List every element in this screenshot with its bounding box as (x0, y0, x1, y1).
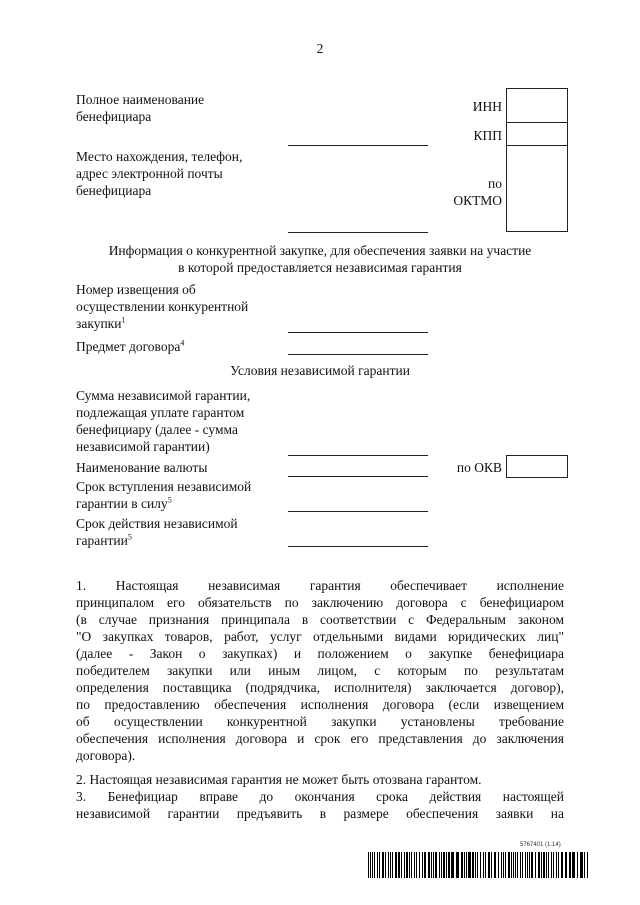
footnote-ref: 4 (180, 338, 185, 348)
barcode-bar (551, 852, 552, 878)
barcode-bar (577, 852, 578, 878)
barcode-bar (515, 852, 516, 878)
barcode-bar (443, 852, 445, 878)
barcode-bar (372, 852, 373, 878)
barcode-bar (435, 852, 437, 878)
footnote-ref: 1 (121, 315, 126, 325)
barcode-bar (480, 852, 481, 878)
barcode-bar (461, 852, 463, 878)
full-name-field[interactable] (288, 145, 428, 146)
barcode-bar (538, 852, 540, 878)
barcode-bar (558, 852, 559, 878)
barcode-bar (416, 852, 417, 878)
barcode-bar (398, 852, 400, 878)
barcode-bar (428, 852, 430, 878)
currency-field[interactable] (288, 476, 428, 477)
barcode-bar (385, 852, 386, 878)
barcode-bar (553, 852, 554, 878)
barcode-caption: 5767401 (1.14) (520, 842, 561, 848)
barcode-bar (370, 852, 371, 878)
barcode-bar (505, 852, 506, 878)
barcode-bar (541, 852, 542, 878)
clause-2: 2. Настоящая независимая гарантия не может быть отозвана гарантом. (76, 772, 482, 787)
barcode-bar (472, 852, 474, 878)
okv-label: по ОКВ (456, 460, 502, 475)
oktmo-box[interactable] (506, 145, 568, 232)
amount-field[interactable] (288, 455, 428, 456)
barcode-bar (404, 852, 405, 878)
effective-date-label: Срок вступления независимой гарантии в силу$^5$ (76, 479, 252, 511)
barcode-bar (377, 852, 378, 878)
barcode-bar (503, 852, 504, 878)
barcode-bar (419, 852, 420, 878)
barcode-bar (441, 852, 442, 878)
oktmo-label: по ОКТМО (453, 176, 502, 208)
barcode-bar (422, 852, 423, 878)
okv-box[interactable] (506, 455, 568, 478)
barcode-bar (584, 852, 585, 878)
barcode-bar (587, 852, 588, 878)
barcode-bar (485, 852, 486, 878)
barcode-bar (527, 852, 528, 878)
barcode-image (368, 852, 589, 878)
barcode-bar (477, 852, 478, 878)
clause-1: 1. Настоящая независимая гарантия обеспечивает исполнение принципалом его обязательств по заключению договора с бенефициаром (в случае признания принципала в соответствии с Федеральным законом "О закупках товаров, работ, услуг отдельными видами юридических лиц" (далее - Закон о закупках) и положением о закупке бенефициара победителем закупки или иным лицом, с которым по результатам определения поставщика (подрядчика, исполнителя) заключается договор), по предоставлению обеспечения исполнения договора (если извещением об осуществлении конкурентной закупки установлены требование обеспечения исполнения договора и срок его представления до заключения договора). (76, 578, 564, 763)
barcode-bar (411, 852, 412, 878)
procurement-heading: Информация о конкурентной закупке, для обеспечения заявки на участие в которой предоставляется независимая гарантия (108, 243, 532, 275)
barcode-bar (456, 852, 459, 878)
notice-number-label: Номер извещения об осуществлении конкурентной закупки$^1$ (76, 282, 249, 331)
barcode-bar (424, 852, 426, 878)
clause-3: 3. Бенефициар вправе до окончания срока действия настоящей независимой гарантии предъявить в размере обеспечения заявки на (76, 789, 564, 821)
kpp-label: КПП (473, 128, 502, 143)
footnote-ref: 5 (127, 532, 132, 542)
barcode-bar (464, 852, 465, 878)
footnote-ref: 5 (167, 495, 172, 505)
barcode-bar (406, 852, 408, 878)
amount-label: Сумма независимой гарантии, подлежащая уплате гарантом бенефициару (далее - сумма независимой гарантии) (76, 388, 251, 454)
kpp-box[interactable] (506, 122, 568, 146)
barcode-bar (501, 852, 502, 878)
effective-date-field[interactable] (288, 511, 428, 512)
barcode-bar (580, 852, 583, 878)
barcode-bar (431, 852, 432, 878)
barcode-bar (491, 852, 492, 878)
validity-field[interactable] (288, 546, 428, 547)
validity-label: Срок действия независимой гарантии$^5$ (76, 516, 238, 548)
barcode-bar (368, 852, 369, 878)
barcode-bar (565, 852, 567, 878)
barcode-bar (466, 852, 467, 878)
barcode-bar (548, 852, 549, 878)
barcode-bar (517, 852, 518, 878)
inn-box[interactable] (506, 88, 568, 123)
contract-subject-label: Предмет договора$^4$ (76, 338, 185, 354)
barcode-bar (531, 852, 533, 878)
barcode-bar (433, 852, 434, 878)
barcode-bar (475, 852, 476, 878)
full-name-label: Полное наименование бенефициара (76, 92, 205, 124)
barcode-bar (468, 852, 471, 878)
barcode-bar (561, 852, 563, 878)
barcode-bar (388, 852, 389, 878)
barcode-bar (448, 852, 450, 878)
barcode-bar (546, 852, 547, 878)
barcode-bar (451, 852, 454, 878)
currency-label: Наименование валюты (76, 460, 208, 475)
barcode-bar (401, 852, 402, 878)
barcode-bar (374, 852, 375, 878)
barcode-bar (498, 852, 499, 878)
barcode-bar (522, 852, 523, 878)
barcode-bar (390, 852, 391, 878)
barcode-bar (488, 852, 490, 878)
barcode-bar (569, 852, 571, 878)
barcode-bar (525, 852, 526, 878)
barcode-bar (382, 852, 384, 878)
barcode-bar (392, 852, 393, 878)
inn-label: ИНН (472, 99, 502, 114)
barcode-bar (508, 852, 510, 878)
barcode-bar (556, 852, 557, 878)
barcode-bar (483, 852, 484, 878)
barcode-bar (535, 852, 536, 878)
barcode-bar (572, 852, 575, 878)
page-number: 2 (316, 41, 324, 56)
notice-number-field[interactable] (288, 332, 428, 333)
barcode-bar (543, 852, 545, 878)
barcode-bar (395, 852, 397, 878)
barcode-bar (414, 852, 415, 878)
location-field[interactable] (288, 232, 428, 233)
barcode-bar (494, 852, 496, 878)
location-label: Место нахождения, телефон, адрес электронной почты бенефициара (76, 149, 243, 198)
barcode-bar (409, 852, 410, 878)
barcode-bar (511, 852, 512, 878)
barcode-bar (529, 852, 530, 878)
barcode-bar (446, 852, 447, 878)
conditions-heading: Условия независимой гарантии (230, 363, 410, 378)
barcode-bar (379, 852, 380, 878)
barcode-bar (513, 852, 514, 878)
contract-subject-field[interactable] (288, 354, 428, 355)
barcode-bar (439, 852, 440, 878)
barcode-bar (520, 852, 521, 878)
